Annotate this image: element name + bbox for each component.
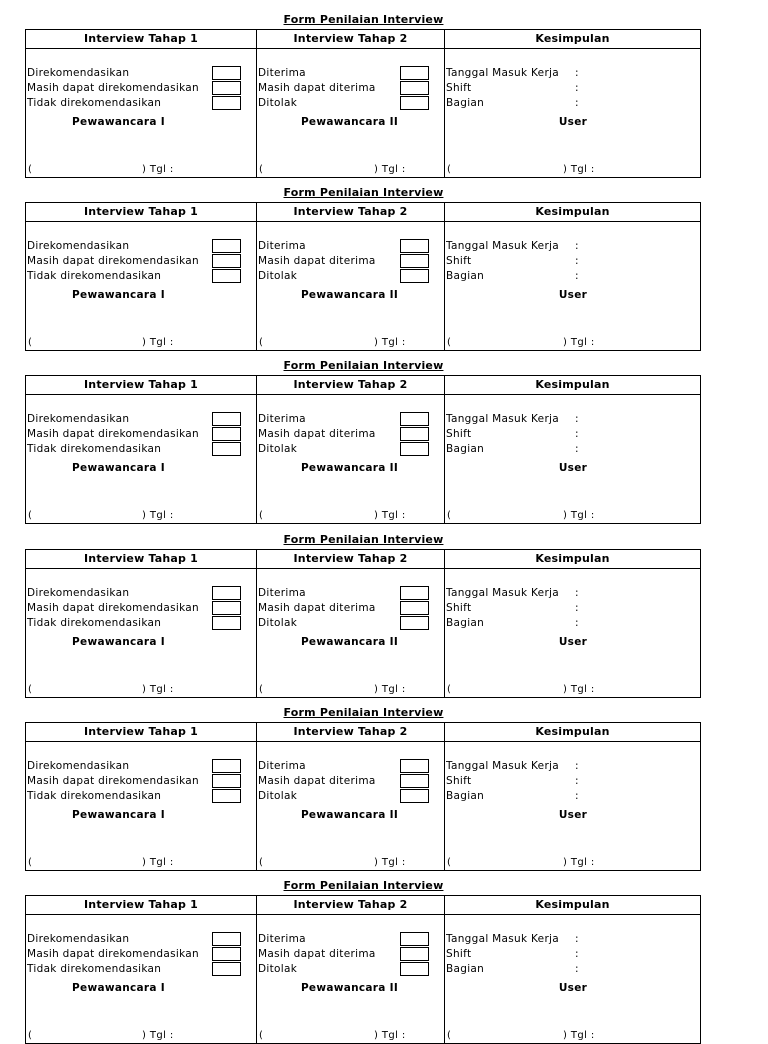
- form-table: [25, 202, 701, 351]
- field-label: Bagian: [446, 963, 485, 975]
- column-header: Interview Tahap 2: [257, 203, 444, 222]
- option-label: Masih dapat direkomendasikan: [27, 602, 200, 614]
- field-label: Shift: [446, 602, 472, 614]
- checkbox[interactable]: [400, 789, 429, 803]
- checkbox[interactable]: [400, 932, 429, 946]
- signature-date: ) Tgl :: [374, 684, 406, 695]
- field-colon: :: [575, 617, 579, 629]
- signer-title: Pewawancara II: [300, 462, 399, 474]
- field-colon: :: [575, 413, 579, 425]
- signature-open: (: [259, 857, 264, 868]
- option-label: Tidak direkomendasikan: [27, 97, 162, 109]
- option-label: Direkomendasikan: [27, 240, 130, 252]
- signature-open: (: [447, 684, 452, 695]
- column-interview-tahap-2: [256, 30, 444, 177]
- form-table: [25, 29, 701, 178]
- checkbox[interactable]: [400, 239, 429, 253]
- checkbox[interactable]: [212, 239, 241, 253]
- signer-title: Pewawancara I: [72, 289, 165, 301]
- signature-open: (: [259, 337, 264, 348]
- signer-title: User: [558, 636, 588, 648]
- form-title: Form Penilaian Interview: [283, 359, 444, 372]
- field-colon: :: [575, 587, 579, 599]
- signature-open: (: [28, 337, 33, 348]
- column-header: Interview Tahap 2: [257, 550, 444, 569]
- field-label: Bagian: [446, 443, 485, 455]
- checkbox[interactable]: [212, 254, 241, 268]
- column-header: Interview Tahap 1: [26, 376, 256, 395]
- signature-date: ) Tgl :: [374, 164, 406, 175]
- field-label: Tanggal Masuk Kerja: [446, 67, 560, 79]
- option-label: Masih dapat diterima: [258, 255, 376, 267]
- checkbox[interactable]: [212, 269, 241, 283]
- checkbox[interactable]: [400, 412, 429, 426]
- column-header: Interview Tahap 2: [257, 723, 444, 742]
- form-block: [0, 693, 768, 868]
- column-header: Kesimpulan: [445, 896, 700, 915]
- form-title: Form Penilaian Interview: [283, 879, 444, 892]
- option-label: Diterima: [258, 760, 306, 772]
- column-header: Kesimpulan: [445, 376, 700, 395]
- checkbox[interactable]: [400, 442, 429, 456]
- field-colon: :: [575, 97, 579, 109]
- signature-open: (: [28, 684, 33, 695]
- column-interview-tahap-1: [26, 723, 256, 870]
- field-label: Shift: [446, 428, 472, 440]
- signer-title: Pewawancara II: [300, 116, 399, 128]
- option-label: Masih dapat diterima: [258, 948, 376, 960]
- checkbox[interactable]: [212, 412, 241, 426]
- signer-title: Pewawancara I: [72, 636, 165, 648]
- checkbox[interactable]: [212, 601, 241, 615]
- field-colon: :: [575, 948, 579, 960]
- signature-open: (: [447, 164, 452, 175]
- column-interview-tahap-1: [26, 30, 256, 177]
- checkbox[interactable]: [400, 947, 429, 961]
- option-label: Diterima: [258, 413, 306, 425]
- column-header: Interview Tahap 2: [257, 30, 444, 49]
- column-interview-tahap-2: [256, 376, 444, 523]
- signer-title: Pewawancara I: [72, 462, 165, 474]
- signature-open: (: [447, 1030, 452, 1041]
- signer-title: User: [558, 982, 588, 994]
- field-label: Tanggal Masuk Kerja: [446, 240, 560, 252]
- field-colon: :: [575, 428, 579, 440]
- option-label: Tidak direkomendasikan: [27, 963, 162, 975]
- checkbox[interactable]: [212, 789, 241, 803]
- option-label: Diterima: [258, 240, 306, 252]
- field-colon: :: [575, 760, 579, 772]
- checkbox[interactable]: [212, 442, 241, 456]
- option-label: Tidak direkomendasikan: [27, 443, 162, 455]
- column-interview-tahap-2: [256, 550, 444, 697]
- option-label: Ditolak: [258, 443, 298, 455]
- form-block: [0, 0, 768, 175]
- checkbox[interactable]: [212, 616, 241, 630]
- signature-date: ) Tgl :: [142, 857, 174, 868]
- option-label: Ditolak: [258, 790, 298, 802]
- signature-date: ) Tgl :: [374, 857, 406, 868]
- field-label: Bagian: [446, 97, 485, 109]
- option-label: Direkomendasikan: [27, 413, 130, 425]
- field-colon: :: [575, 775, 579, 787]
- column-interview-tahap-1: [26, 896, 256, 1043]
- field-colon: :: [575, 82, 579, 94]
- field-label: Shift: [446, 82, 472, 94]
- option-label: Masih dapat diterima: [258, 428, 376, 440]
- option-label: Masih dapat diterima: [258, 82, 376, 94]
- signature-open: (: [447, 857, 452, 868]
- option-label: Masih dapat direkomendasikan: [27, 775, 200, 787]
- checkbox[interactable]: [400, 66, 429, 80]
- column-kesimpulan: [444, 550, 700, 697]
- checkbox[interactable]: [400, 586, 429, 600]
- option-label: Direkomendasikan: [27, 933, 130, 945]
- option-label: Tidak direkomendasikan: [27, 270, 162, 282]
- checkbox[interactable]: [212, 962, 241, 976]
- signature-date: ) Tgl :: [142, 1030, 174, 1041]
- option-label: Ditolak: [258, 963, 298, 975]
- checkbox[interactable]: [212, 427, 241, 441]
- column-header: Interview Tahap 1: [26, 550, 256, 569]
- field-label: Shift: [446, 255, 472, 267]
- option-label: Masih dapat direkomendasikan: [27, 255, 200, 267]
- form-table: [25, 722, 701, 871]
- signature-date: ) Tgl :: [142, 510, 174, 521]
- signature-date: ) Tgl :: [563, 1030, 595, 1041]
- column-header: Kesimpulan: [445, 723, 700, 742]
- checkbox[interactable]: [212, 66, 241, 80]
- column-kesimpulan: [444, 203, 700, 350]
- column-header: Interview Tahap 1: [26, 30, 256, 49]
- column-kesimpulan: [444, 376, 700, 523]
- signer-title: User: [558, 462, 588, 474]
- signature-open: (: [259, 684, 264, 695]
- field-colon: :: [575, 602, 579, 614]
- signature-date: ) Tgl :: [563, 164, 595, 175]
- signature-open: (: [259, 510, 264, 521]
- option-label: Diterima: [258, 933, 306, 945]
- option-label: Ditolak: [258, 617, 298, 629]
- column-interview-tahap-2: [256, 723, 444, 870]
- signature-date: ) Tgl :: [142, 337, 174, 348]
- column-interview-tahap-1: [26, 376, 256, 523]
- field-colon: :: [575, 240, 579, 252]
- signature-date: ) Tgl :: [563, 510, 595, 521]
- checkbox[interactable]: [400, 774, 429, 788]
- signature-open: (: [447, 337, 452, 348]
- checkbox[interactable]: [212, 947, 241, 961]
- field-label: Tanggal Masuk Kerja: [446, 933, 560, 945]
- option-label: Direkomendasikan: [27, 67, 130, 79]
- signature-open: (: [28, 164, 33, 175]
- option-label: Masih dapat direkomendasikan: [27, 428, 200, 440]
- column-header: Interview Tahap 2: [257, 376, 444, 395]
- option-label: Masih dapat direkomendasikan: [27, 948, 200, 960]
- option-label: Diterima: [258, 587, 306, 599]
- signer-title: Pewawancara II: [300, 289, 399, 301]
- signer-title: User: [558, 809, 588, 821]
- column-header: Interview Tahap 1: [26, 203, 256, 222]
- signature-date: ) Tgl :: [142, 164, 174, 175]
- field-label: Tanggal Masuk Kerja: [446, 760, 560, 772]
- signature-open: (: [259, 1030, 264, 1041]
- checkbox[interactable]: [400, 254, 429, 268]
- signer-title: Pewawancara I: [72, 982, 165, 994]
- signature-date: ) Tgl :: [374, 510, 406, 521]
- option-label: Masih dapat direkomendasikan: [27, 82, 200, 94]
- form-block: [0, 520, 768, 695]
- signature-date: ) Tgl :: [563, 684, 595, 695]
- field-label: Bagian: [446, 617, 485, 629]
- checkbox[interactable]: [212, 759, 241, 773]
- form-table: [25, 895, 701, 1044]
- option-label: Direkomendasikan: [27, 760, 130, 772]
- form-title: Form Penilaian Interview: [283, 186, 444, 199]
- form-table: [25, 375, 701, 524]
- checkbox[interactable]: [212, 96, 241, 110]
- checkbox[interactable]: [212, 932, 241, 946]
- column-header: Interview Tahap 2: [257, 896, 444, 915]
- option-label: Tidak direkomendasikan: [27, 790, 162, 802]
- column-kesimpulan: [444, 723, 700, 870]
- signer-title: Pewawancara II: [300, 636, 399, 648]
- column-kesimpulan: [444, 896, 700, 1043]
- field-colon: :: [575, 933, 579, 945]
- option-label: Masih dapat diterima: [258, 775, 376, 787]
- option-label: Diterima: [258, 67, 306, 79]
- form-block: [0, 346, 768, 521]
- column-header: Kesimpulan: [445, 30, 700, 49]
- signer-title: Pewawancara II: [300, 982, 399, 994]
- signature-open: (: [447, 510, 452, 521]
- checkbox[interactable]: [400, 759, 429, 773]
- column-header: Interview Tahap 1: [26, 896, 256, 915]
- checkbox[interactable]: [400, 81, 429, 95]
- checkbox[interactable]: [400, 962, 429, 976]
- option-label: Direkomendasikan: [27, 587, 130, 599]
- field-colon: :: [575, 255, 579, 267]
- option-label: Ditolak: [258, 270, 298, 282]
- field-colon: :: [575, 443, 579, 455]
- signature-date: ) Tgl :: [142, 684, 174, 695]
- signer-title: Pewawancara II: [300, 809, 399, 821]
- form-title: Form Penilaian Interview: [283, 706, 444, 719]
- field-label: Shift: [446, 948, 472, 960]
- form-block: [0, 866, 768, 1041]
- column-kesimpulan: [444, 30, 700, 177]
- checkbox[interactable]: [212, 586, 241, 600]
- signature-date: ) Tgl :: [563, 337, 595, 348]
- signature-date: ) Tgl :: [563, 857, 595, 868]
- signature-open: (: [28, 857, 33, 868]
- field-colon: :: [575, 270, 579, 282]
- field-label: Tanggal Masuk Kerja: [446, 413, 560, 425]
- field-colon: :: [575, 963, 579, 975]
- signature-open: (: [28, 510, 33, 521]
- checkbox[interactable]: [400, 269, 429, 283]
- signer-title: User: [558, 289, 588, 301]
- signature-date: ) Tgl :: [374, 1030, 406, 1041]
- checkbox[interactable]: [212, 774, 241, 788]
- field-colon: :: [575, 790, 579, 802]
- column-interview-tahap-1: [26, 203, 256, 350]
- field-label: Bagian: [446, 270, 485, 282]
- field-colon: :: [575, 67, 579, 79]
- column-interview-tahap-2: [256, 896, 444, 1043]
- option-label: Masih dapat diterima: [258, 602, 376, 614]
- form-title: Form Penilaian Interview: [283, 13, 444, 26]
- column-header: Kesimpulan: [445, 550, 700, 569]
- checkbox[interactable]: [400, 601, 429, 615]
- signature-open: (: [28, 1030, 33, 1041]
- column-interview-tahap-1: [26, 550, 256, 697]
- field-label: Shift: [446, 775, 472, 787]
- form-title: Form Penilaian Interview: [283, 533, 444, 546]
- signer-title: Pewawancara I: [72, 809, 165, 821]
- column-header: Interview Tahap 1: [26, 723, 256, 742]
- form-table: [25, 549, 701, 698]
- field-label: Tanggal Masuk Kerja: [446, 587, 560, 599]
- form-block: [0, 173, 768, 348]
- signature-date: ) Tgl :: [374, 337, 406, 348]
- field-label: Bagian: [446, 790, 485, 802]
- signature-open: (: [259, 164, 264, 175]
- checkbox[interactable]: [400, 616, 429, 630]
- signer-title: User: [558, 116, 588, 128]
- option-label: Tidak direkomendasikan: [27, 617, 162, 629]
- checkbox[interactable]: [400, 427, 429, 441]
- option-label: Ditolak: [258, 97, 298, 109]
- checkbox[interactable]: [212, 81, 241, 95]
- column-interview-tahap-2: [256, 203, 444, 350]
- column-header: Kesimpulan: [445, 203, 700, 222]
- checkbox[interactable]: [400, 96, 429, 110]
- signer-title: Pewawancara I: [72, 116, 165, 128]
